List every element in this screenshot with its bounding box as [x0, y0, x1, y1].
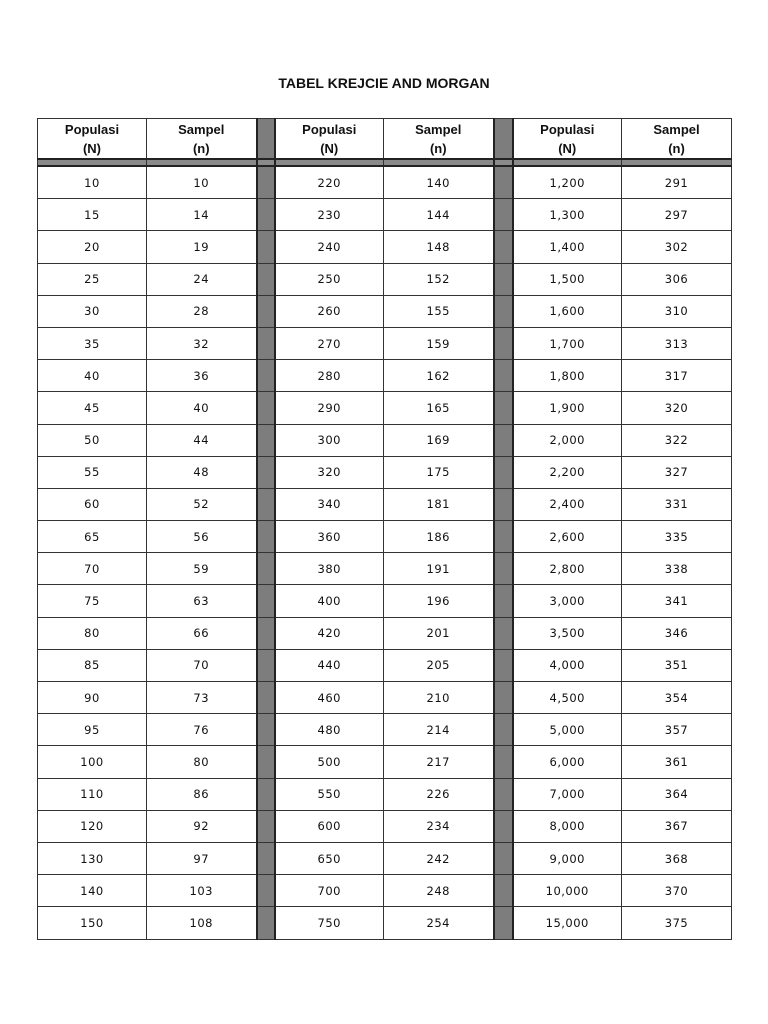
header-label: Populasi: [64, 121, 120, 137]
sample-cell: 320: [622, 392, 732, 424]
table-row: [38, 553, 732, 585]
table-row: [38, 199, 732, 231]
header-label: Sampel: [415, 121, 462, 137]
sample-cell: 66: [147, 617, 257, 649]
population-cell: 400: [275, 585, 384, 617]
population-cell: 110: [38, 778, 147, 810]
sample-cell: 86: [147, 778, 257, 810]
population-cell: 35: [38, 327, 147, 359]
table-row: [38, 488, 732, 520]
table-row: [38, 424, 732, 456]
sample-cell: 297: [622, 199, 732, 231]
table-row: [38, 875, 732, 907]
column-divider: [494, 424, 513, 456]
population-cell: 9,000: [513, 842, 622, 874]
population-cell: 2,600: [513, 521, 622, 553]
sample-cell: 32: [147, 327, 257, 359]
population-cell: 40: [38, 360, 147, 392]
population-cell: 1,300: [513, 199, 622, 231]
column-divider: [494, 810, 513, 842]
separator-cell: [38, 159, 147, 166]
column-header: [275, 119, 384, 160]
population-cell: 2,400: [513, 488, 622, 520]
table-row: [38, 327, 732, 359]
column-divider: [494, 392, 513, 424]
sample-cell: 103: [147, 875, 257, 907]
column-divider: [494, 585, 513, 617]
population-cell: 1,600: [513, 295, 622, 327]
column-divider: [494, 842, 513, 874]
population-cell: 4,000: [513, 649, 622, 681]
table-row: [38, 617, 732, 649]
sample-cell: 10: [147, 166, 257, 199]
table-row: [38, 810, 732, 842]
sample-cell: 44: [147, 424, 257, 456]
sample-cell: 140: [384, 166, 494, 199]
population-cell: 460: [275, 682, 384, 714]
sample-cell: 52: [147, 488, 257, 520]
population-cell: 240: [275, 231, 384, 263]
table-row: [38, 521, 732, 553]
sample-cell: 217: [384, 746, 494, 778]
sample-cell: 354: [622, 682, 732, 714]
krejcie-morgan-table: [37, 118, 732, 940]
sample-cell: 14: [147, 199, 257, 231]
table-row: [38, 392, 732, 424]
column-divider: [494, 714, 513, 746]
population-cell: 480: [275, 714, 384, 746]
population-cell: 90: [38, 682, 147, 714]
population-cell: 3,000: [513, 585, 622, 617]
column-divider: [257, 521, 275, 553]
population-cell: 2,000: [513, 424, 622, 456]
population-cell: 120: [38, 810, 147, 842]
population-cell: 500: [275, 746, 384, 778]
population-cell: 4,500: [513, 682, 622, 714]
header-symbol: (N): [558, 140, 577, 156]
population-cell: 230: [275, 199, 384, 231]
sample-cell: 152: [384, 263, 494, 295]
column-divider: [494, 360, 513, 392]
header-label: Populasi: [302, 121, 357, 137]
population-cell: 340: [275, 488, 384, 520]
sample-cell: 370: [622, 875, 732, 907]
sample-cell: 63: [147, 585, 257, 617]
population-cell: 360: [275, 521, 384, 553]
header-symbol: (N): [320, 140, 339, 156]
column-header: [147, 119, 257, 160]
column-header: [622, 119, 732, 160]
population-cell: 15,000: [513, 907, 622, 939]
sample-cell: 48: [147, 456, 257, 488]
sample-cell: 40: [147, 392, 257, 424]
population-cell: 8,000: [513, 810, 622, 842]
column-divider: [494, 456, 513, 488]
population-cell: 10,000: [513, 875, 622, 907]
population-cell: 440: [275, 649, 384, 681]
table-row: [38, 166, 732, 199]
population-cell: 85: [38, 649, 147, 681]
population-cell: 10: [38, 166, 147, 199]
column-divider: [257, 295, 275, 327]
column-divider: [257, 842, 275, 874]
column-divider: [257, 488, 275, 520]
header-label: Sampel: [178, 121, 225, 137]
column-divider: [494, 778, 513, 810]
sample-cell: 108: [147, 907, 257, 939]
sample-cell: 169: [384, 424, 494, 456]
column-divider: [257, 263, 275, 295]
column-header: [38, 119, 147, 160]
population-cell: 95: [38, 714, 147, 746]
population-cell: 220: [275, 166, 384, 199]
sample-cell: 322: [622, 424, 732, 456]
header-separator: [38, 159, 732, 166]
population-cell: 1,900: [513, 392, 622, 424]
column-divider: [494, 875, 513, 907]
sample-cell: 291: [622, 166, 732, 199]
sample-cell: 214: [384, 714, 494, 746]
column-divider: [257, 392, 275, 424]
separator-cell: [147, 159, 257, 166]
column-divider: [257, 585, 275, 617]
sample-cell: 70: [147, 649, 257, 681]
sample-cell: 364: [622, 778, 732, 810]
column-divider: [494, 521, 513, 553]
table-row: [38, 907, 732, 939]
column-header: [384, 119, 494, 160]
table-row: [38, 360, 732, 392]
sample-cell: 234: [384, 810, 494, 842]
column-divider: [257, 649, 275, 681]
column-divider: [494, 263, 513, 295]
column-divider: [494, 488, 513, 520]
sample-cell: 302: [622, 231, 732, 263]
sample-cell: 76: [147, 714, 257, 746]
sample-cell: 205: [384, 649, 494, 681]
sample-cell: 254: [384, 907, 494, 939]
header-symbol: (n): [668, 140, 685, 156]
sample-cell: 155: [384, 295, 494, 327]
table-row: [38, 456, 732, 488]
column-divider: [257, 714, 275, 746]
sample-cell: 92: [147, 810, 257, 842]
table-row: [38, 682, 732, 714]
column-divider: [494, 199, 513, 231]
column-divider: [257, 778, 275, 810]
header-row: [38, 119, 732, 160]
population-cell: 1,200: [513, 166, 622, 199]
population-cell: 1,500: [513, 263, 622, 295]
table-row: [38, 746, 732, 778]
population-cell: 5,000: [513, 714, 622, 746]
sample-cell: 351: [622, 649, 732, 681]
sample-cell: 196: [384, 585, 494, 617]
sample-cell: 310: [622, 295, 732, 327]
column-divider: [494, 617, 513, 649]
population-cell: 100: [38, 746, 147, 778]
column-divider: [494, 682, 513, 714]
sample-cell: 97: [147, 842, 257, 874]
population-cell: 2,800: [513, 553, 622, 585]
sample-cell: 210: [384, 682, 494, 714]
separator-cell: [494, 159, 513, 166]
sample-cell: 313: [622, 327, 732, 359]
sample-cell: 346: [622, 617, 732, 649]
sample-cell: 24: [147, 263, 257, 295]
column-divider: [257, 553, 275, 585]
table-row: [38, 842, 732, 874]
population-cell: 700: [275, 875, 384, 907]
column-divider: [494, 166, 513, 199]
sample-cell: 148: [384, 231, 494, 263]
population-cell: 420: [275, 617, 384, 649]
population-cell: 3,500: [513, 617, 622, 649]
population-cell: 20: [38, 231, 147, 263]
population-cell: 15: [38, 199, 147, 231]
population-cell: 50: [38, 424, 147, 456]
column-header: [513, 119, 622, 160]
population-cell: 1,800: [513, 360, 622, 392]
sample-cell: 331: [622, 488, 732, 520]
sample-cell: 181: [384, 488, 494, 520]
column-divider: [257, 424, 275, 456]
table-row: [38, 585, 732, 617]
population-cell: 380: [275, 553, 384, 585]
column-divider: [494, 119, 513, 160]
sample-cell: 335: [622, 521, 732, 553]
column-divider: [494, 907, 513, 939]
sample-cell: 73: [147, 682, 257, 714]
sample-cell: 367: [622, 810, 732, 842]
separator-cell: [257, 159, 275, 166]
column-divider: [257, 327, 275, 359]
table-row: [38, 714, 732, 746]
sample-cell: 165: [384, 392, 494, 424]
column-divider: [494, 649, 513, 681]
sample-cell: 59: [147, 553, 257, 585]
sample-cell: 19: [147, 231, 257, 263]
population-cell: 300: [275, 424, 384, 456]
separator-cell: [513, 159, 622, 166]
column-divider: [257, 456, 275, 488]
table-row: [38, 649, 732, 681]
column-divider: [257, 617, 275, 649]
sample-cell: 226: [384, 778, 494, 810]
sample-cell: 341: [622, 585, 732, 617]
population-cell: 2,200: [513, 456, 622, 488]
header-label: Populasi: [540, 121, 595, 137]
population-cell: 75: [38, 585, 147, 617]
population-cell: 60: [38, 488, 147, 520]
column-divider: [494, 746, 513, 778]
column-divider: [257, 199, 275, 231]
population-cell: 7,000: [513, 778, 622, 810]
column-divider: [494, 231, 513, 263]
sample-cell: 191: [384, 553, 494, 585]
sample-cell: 162: [384, 360, 494, 392]
population-cell: 25: [38, 263, 147, 295]
table-row: [38, 231, 732, 263]
sample-cell: 375: [622, 907, 732, 939]
column-divider: [494, 327, 513, 359]
population-cell: 70: [38, 553, 147, 585]
population-cell: 290: [275, 392, 384, 424]
column-divider: [494, 553, 513, 585]
population-cell: 30: [38, 295, 147, 327]
table-row: [38, 778, 732, 810]
population-cell: 550: [275, 778, 384, 810]
sample-cell: 248: [384, 875, 494, 907]
sample-cell: 201: [384, 617, 494, 649]
sample-cell: 317: [622, 360, 732, 392]
population-cell: 250: [275, 263, 384, 295]
column-divider: [257, 119, 275, 160]
sample-cell: 368: [622, 842, 732, 874]
sample-cell: 357: [622, 714, 732, 746]
separator-cell: [384, 159, 494, 166]
sample-cell: 306: [622, 263, 732, 295]
population-cell: 270: [275, 327, 384, 359]
column-divider: [257, 746, 275, 778]
sample-cell: 338: [622, 553, 732, 585]
column-divider: [257, 907, 275, 939]
population-cell: 140: [38, 875, 147, 907]
header-symbol: (N): [82, 140, 102, 156]
sample-cell: 36: [147, 360, 257, 392]
sample-cell: 186: [384, 521, 494, 553]
sample-cell: 28: [147, 295, 257, 327]
sample-cell: 144: [384, 199, 494, 231]
population-cell: 650: [275, 842, 384, 874]
population-cell: 130: [38, 842, 147, 874]
header-symbol: (n): [192, 140, 210, 156]
table-row: [38, 263, 732, 295]
separator-cell: [622, 159, 732, 166]
sample-cell: 175: [384, 456, 494, 488]
population-cell: 55: [38, 456, 147, 488]
population-cell: 600: [275, 810, 384, 842]
sample-cell: 327: [622, 456, 732, 488]
header-symbol: (n): [429, 140, 447, 156]
column-divider: [257, 810, 275, 842]
sample-cell: 361: [622, 746, 732, 778]
sample-cell: 242: [384, 842, 494, 874]
column-divider: [257, 360, 275, 392]
population-cell: 80: [38, 617, 147, 649]
population-cell: 1,400: [513, 231, 622, 263]
document-title: TABEL KREJCIE AND MORGAN: [278, 75, 490, 91]
population-cell: 260: [275, 295, 384, 327]
column-divider: [257, 231, 275, 263]
sample-cell: 80: [147, 746, 257, 778]
header-label: Sampel: [653, 121, 700, 137]
column-divider: [494, 295, 513, 327]
column-divider: [257, 875, 275, 907]
population-cell: 65: [38, 521, 147, 553]
column-divider: [257, 682, 275, 714]
population-cell: 6,000: [513, 746, 622, 778]
sample-cell: 56: [147, 521, 257, 553]
population-cell: 1,700: [513, 327, 622, 359]
population-cell: 150: [38, 907, 147, 939]
population-cell: 750: [275, 907, 384, 939]
sample-cell: 159: [384, 327, 494, 359]
population-cell: 320: [275, 456, 384, 488]
population-cell: 45: [38, 392, 147, 424]
table-row: [38, 295, 732, 327]
column-divider: [257, 166, 275, 199]
separator-cell: [275, 159, 384, 166]
population-cell: 280: [275, 360, 384, 392]
